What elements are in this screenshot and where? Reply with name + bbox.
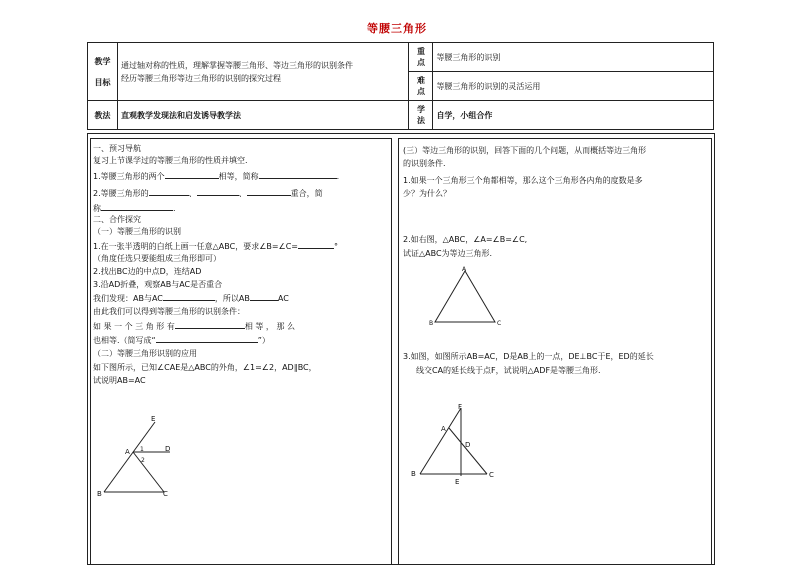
label-A: A xyxy=(462,266,467,273)
subsection-1-heading: （一）等腰三角形的识别 xyxy=(93,227,181,236)
equilateral-intro-1: (三）等边三角形的识别，回答下面的几个问题，从而概括等边三角形 xyxy=(403,146,647,155)
fill-line-2: 2.等腰三角形的 、 、 重合，简 xyxy=(93,189,323,198)
label-B: B xyxy=(429,320,434,327)
method-label: 教法 xyxy=(88,101,118,130)
difficulty-label: 难 点 xyxy=(409,72,433,101)
study-value: 自学，小组合作 xyxy=(433,101,714,130)
conclusion-intro: 由此我们可以得到等腰三角形的识别条件： xyxy=(93,307,245,316)
fill-line-1: 1.等腰三角形的两个 相等，简称 . xyxy=(93,172,340,181)
label-C: C xyxy=(489,471,494,479)
label-B: B xyxy=(97,490,102,498)
fill-line-3: 称 . xyxy=(93,204,176,213)
label-D: D xyxy=(165,445,171,453)
label-A: A xyxy=(125,448,130,456)
subsection-2-heading: （二）等腰三角形识别的应用 xyxy=(93,349,197,358)
page-title: 等腰三角形 xyxy=(367,22,427,35)
question-2-line-2: 试证△ABC为等边三角形. xyxy=(403,249,493,258)
label-E: E xyxy=(455,478,460,486)
method-value: 直观教学发现法和启发诱导教学法 xyxy=(117,101,409,130)
step-2: 2.找出BC边的中点D，连结AD xyxy=(93,267,202,276)
question-1-line-1: 1.如果一个三角形三个角都相等，那么这个三角形各内角的度数是多 xyxy=(403,176,643,185)
figure-exterior-angle xyxy=(92,410,192,500)
label-F: F xyxy=(458,403,463,411)
question-3-line-1: 3.如图，如图所示AB=AC，D是AB上的一点，DE⊥BC于E，ED的延长 xyxy=(403,352,654,361)
application-question: 试说明AB=AC xyxy=(93,376,146,385)
condition-line-2: 也相等.（简写成“ ”） xyxy=(93,336,270,345)
lesson-info-table xyxy=(87,42,714,130)
question-3-line-2: 线交CA的延长线于点F，试说明△ADF是等腰三角形. xyxy=(416,366,601,375)
key-point-value: 等腰三角形的识别 xyxy=(433,43,714,72)
label-D: D xyxy=(465,441,471,449)
figure-equilateral-triangle xyxy=(425,266,505,330)
discovery-line: 我们发现：AB与AC ，所以AB AC xyxy=(93,294,289,303)
difficulty-value: 等腰三角形的识别的灵活运用 xyxy=(433,72,714,101)
application-problem: 如下图所示，已知∠CAE是△ABC的外角，∠1=∠2，AD∥BC， xyxy=(93,363,317,372)
step-3: 3.沿AD折叠，观察AB与AC是否重合 xyxy=(93,280,223,289)
section-preview-heading: 一、预习导航 xyxy=(93,144,141,153)
section-explore-heading: 二、合作探究 xyxy=(93,215,141,224)
step-1: 1.在一张半透明的白纸上画一任意△ABC，要求∠B=∠C= ° xyxy=(93,242,339,251)
goal-label: 教学 目标 xyxy=(88,43,118,101)
question-2-line-1: 2.如右图，△ABC，∠A=∠B=∠C, xyxy=(403,235,528,244)
key-point-label: 重 点 xyxy=(409,43,433,72)
label-angle-1: 1 xyxy=(140,446,144,453)
equilateral-intro-2: 的识别条件. xyxy=(403,159,446,168)
label-B: B xyxy=(411,470,416,478)
study-label: 学 法 xyxy=(409,101,433,130)
label-angle-2: 2 xyxy=(141,457,145,464)
review-instruction: 复习上节课学过的等腰三角形的性质并填空. xyxy=(93,156,248,165)
label-C: C xyxy=(163,490,168,498)
label-E: E xyxy=(151,415,156,423)
step-1-note: （角度任选只要能组成三角形即可） xyxy=(93,254,221,263)
question-1-line-2: 少？为什么？ xyxy=(403,189,451,198)
figure-isosceles-perpendicular xyxy=(405,402,500,487)
label-C: C xyxy=(497,320,502,327)
label-A: A xyxy=(441,425,446,433)
goal-content: 通过轴对称的性质，理解掌握等腰三角形、等边三角形的识别条件 经历等腰三角形等边三角形的识别的探究过程 xyxy=(117,43,409,101)
condition-line-1: 如 果 一 个 三 角 形 有 相 等 ， 那 么 xyxy=(93,322,295,331)
